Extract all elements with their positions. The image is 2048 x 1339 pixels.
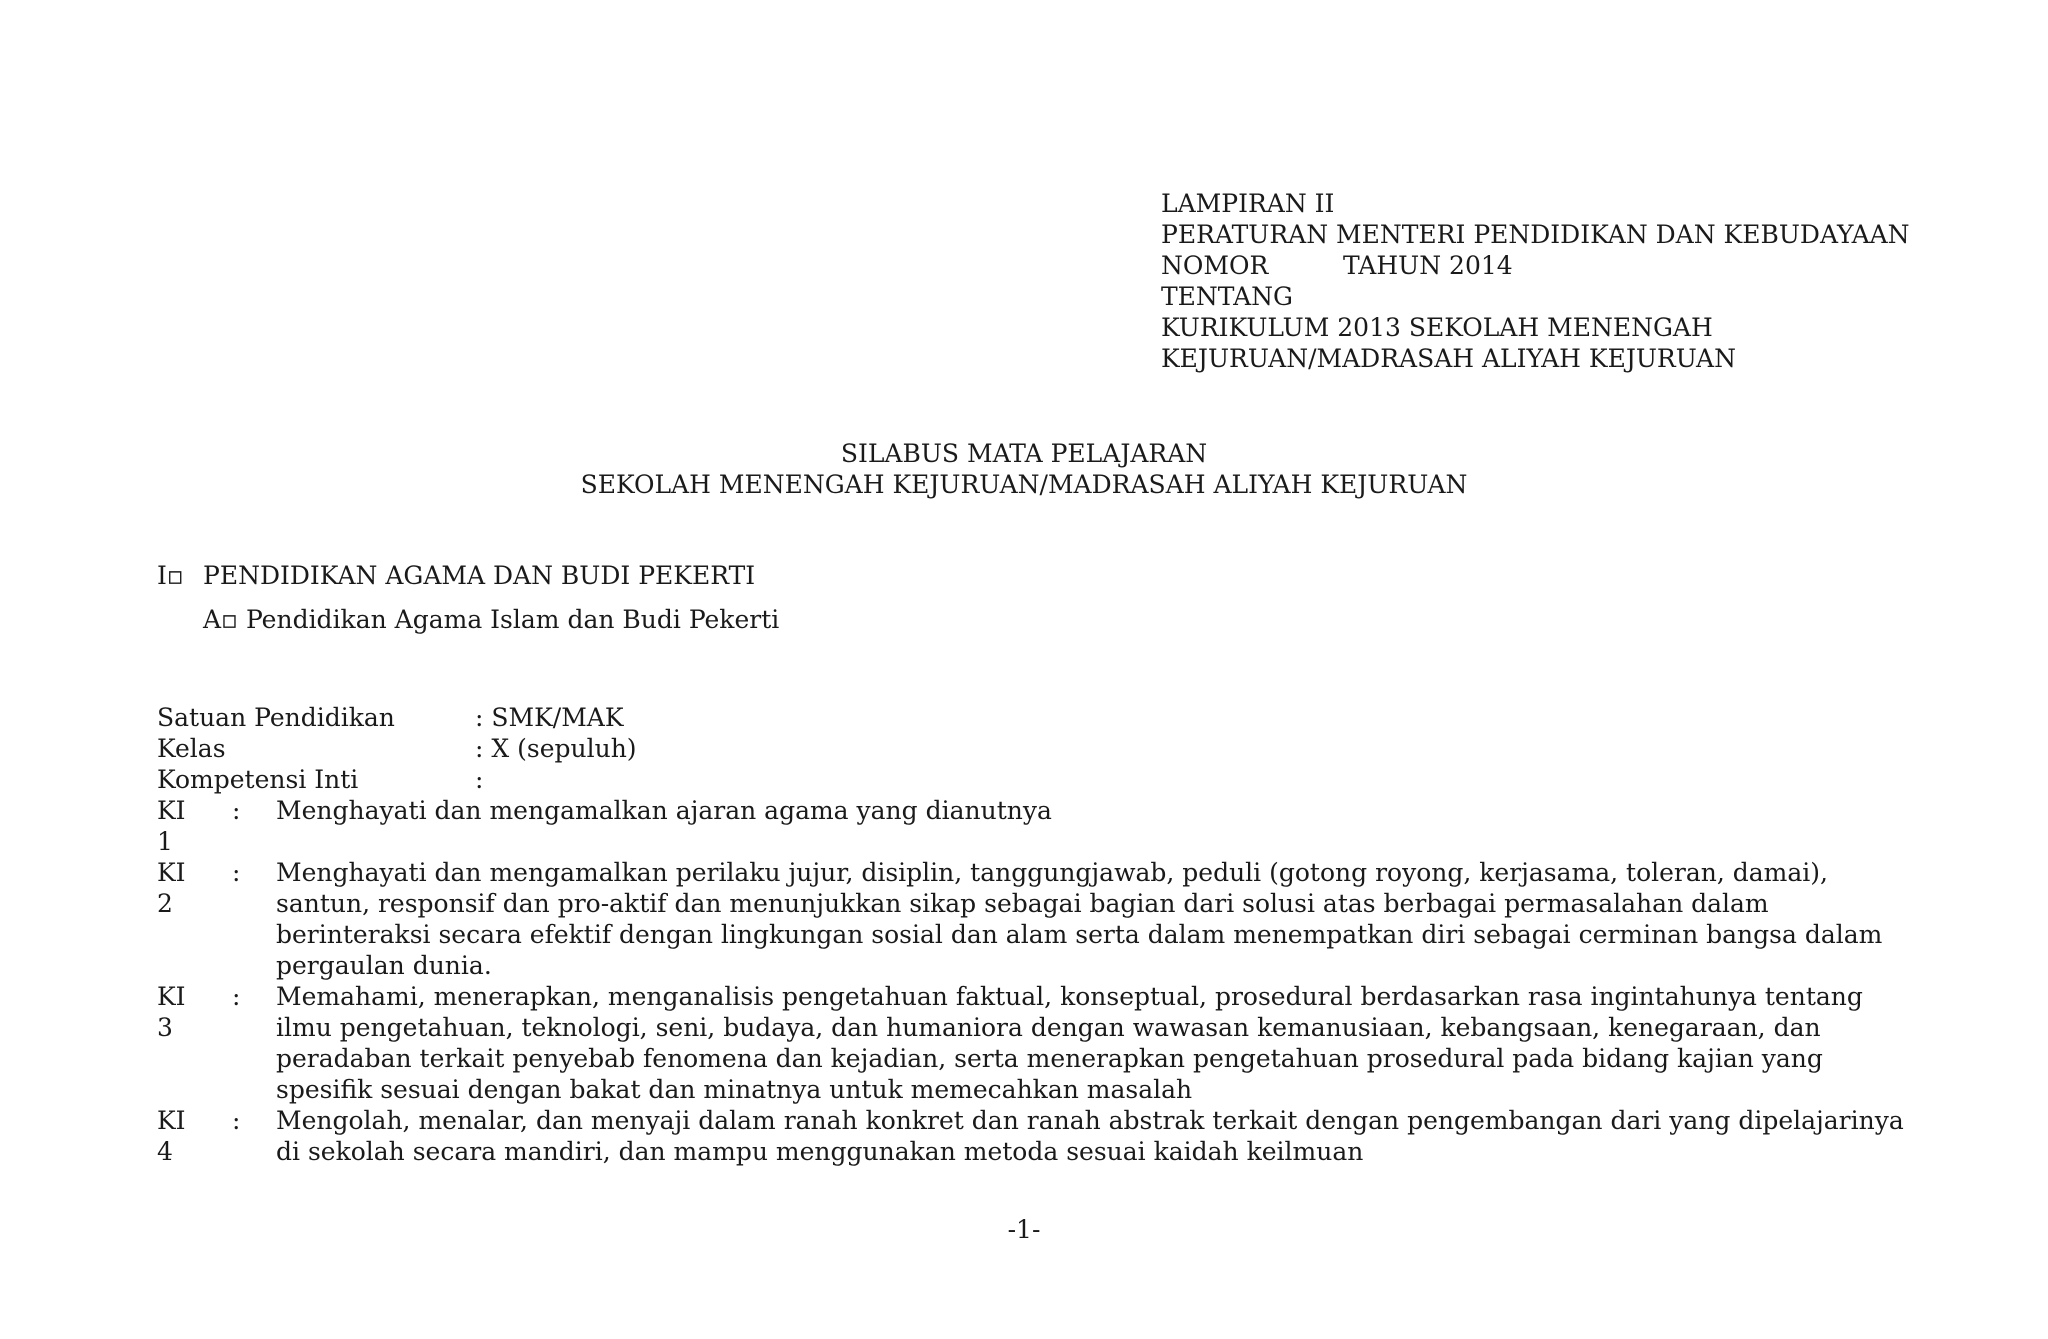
ki-code-number: 1 [157, 827, 173, 856]
missing-glyph-box: ▫ [166, 561, 184, 590]
ki-text: Menghayati dan mengamalkan ajaran agama yang dianutnya [276, 796, 1052, 825]
info-label: Kelas [157, 734, 226, 763]
section-number [157, 561, 203, 590]
info-value: : [475, 765, 484, 794]
ki-code [157, 1105, 232, 1167]
ki-colon: : [232, 1106, 241, 1135]
title-line-1: SILABUS MATA PELAJARAN [840, 439, 1208, 468]
lampiran-nomor-line [1161, 250, 1910, 281]
subsection-heading [203, 605, 779, 634]
ki-colon: : [232, 982, 241, 1011]
info-label: Kompetensi Inti [157, 765, 359, 794]
ki-code-text: KI [157, 1106, 186, 1135]
ki-colon: : [232, 858, 241, 887]
ki-code [157, 795, 232, 857]
lampiran-line: LAMPIRAN II [1161, 189, 1335, 218]
ki-code-text: KI [157, 796, 186, 825]
nomor-label: NOMOR [1161, 251, 1269, 280]
info-value: : X (sepuluh) [475, 734, 637, 763]
section-number-text: I [157, 561, 167, 590]
ki-row [157, 857, 1917, 981]
info-row [157, 702, 637, 733]
info-label: Satuan Pendidikan [157, 703, 395, 732]
ki-code-number: 3 [157, 1013, 173, 1042]
ki-code-text: KI [157, 982, 186, 1011]
ki-code-number: 4 [157, 1137, 173, 1166]
ki-row [157, 795, 1917, 857]
lampiran-line: TENTANG [1161, 282, 1294, 311]
ki-text: Memahami, menerapkan, menganalisis pengetahuan faktual, konseptual, prosedural berdasarkan rasa ingintahunya tentang ilmu pengetahuan, teknologi, seni, budaya, dan humaniora dengan wawasan kemanusiaan, kebangsaan, kenegaraan, dan peradaban terkait penyebab fenomena dan kejadian, serta menerapkan pengetahuan prosedural pada bidang kajian yang spesifik sesuai dengan bakat dan minatnya untuk memecahkan masalah [276, 982, 1863, 1104]
lampiran-line: KEJURUAN/MADRASAH ALIYAH KEJURUAN [1161, 344, 1736, 373]
info-row [157, 733, 637, 764]
title-line-2: SEKOLAH MENENGAH KEJURUAN/MADRASAH ALIYAH KEJURUAN [580, 470, 1468, 499]
document-title [0, 438, 2048, 500]
subsection-letter: A [203, 605, 222, 634]
section-heading-text: PENDIDIKAN AGAMA DAN BUDI PEKERTI [203, 561, 756, 590]
info-row [157, 764, 637, 795]
lampiran-header [1161, 188, 1910, 374]
section-heading [157, 561, 755, 590]
ki-colon: : [232, 796, 241, 825]
missing-glyph-box: ▫ [221, 605, 239, 634]
ki-row [157, 1105, 1917, 1167]
info-value: : SMK/MAK [475, 703, 624, 732]
ki-code [157, 857, 232, 981]
subsection-heading-text: Pendidikan Agama Islam dan Budi Pekerti [245, 605, 780, 634]
kompetensi-inti-list [157, 795, 1917, 1167]
lampiran-line: PERATURAN MENTERI PENDIDIKAN DAN KEBUDAYAAN [1161, 220, 1910, 249]
ki-text: Menghayati dan mengamalkan perilaku jujur, disiplin, tanggungjawab, peduli (gotong royong, kerjasama, toleran, damai), santun, responsif dan pro-aktif dan menunjukkan sikap sebagai bagian dari solusi atas berbagai permasalahan dalam berinteraksi secara efektif dengan lingkungan sosial dan alam serta dalam menempatkan diri sebagai cerminan bangsa dalam pergaulan dunia. [276, 858, 1883, 980]
ki-row [157, 981, 1917, 1105]
ki-text: Mengolah, menalar, dan menyaji dalam ranah konkret dan ranah abstrak terkait dengan pengembangan dari yang dipelajarinya di sekolah secara mandiri, dan mampu menggunakan metoda sesuai kaidah keilmuan [276, 1106, 1904, 1166]
course-info [157, 702, 637, 795]
page-number: -1- [1007, 1215, 1041, 1244]
lampiran-line: KURIKULUM 2013 SEKOLAH MENENGAH [1161, 313, 1713, 342]
ki-code-number: 2 [157, 889, 173, 918]
ki-code [157, 981, 232, 1105]
ki-code-text: KI [157, 858, 186, 887]
tahun-label: TAHUN 2014 [1343, 251, 1513, 280]
